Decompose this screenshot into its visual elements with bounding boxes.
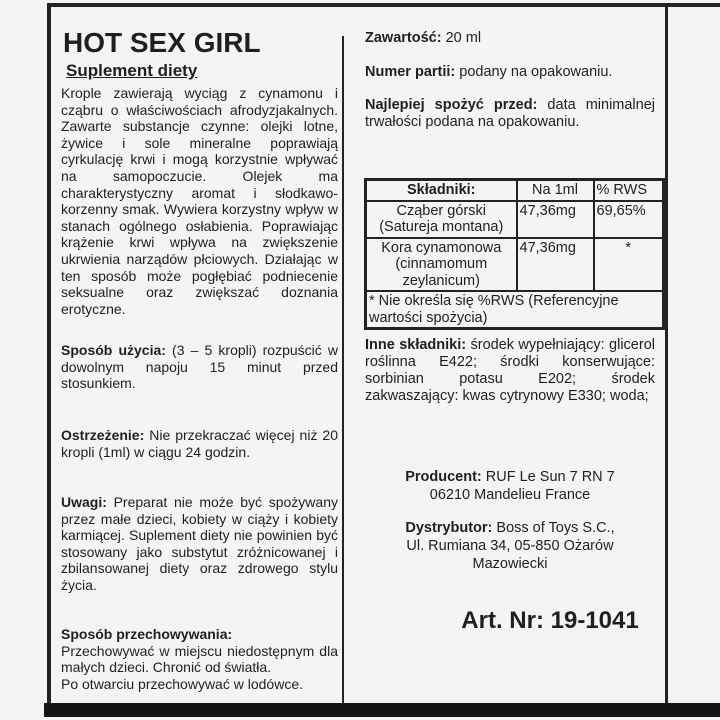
ingredient-row-czaber	[366, 201, 664, 238]
producer-line1	[365, 468, 655, 486]
product-title: HOT SEX GIRL	[63, 27, 261, 58]
article-number-label: Art. Nr:	[461, 607, 544, 634]
content-volume-section	[365, 30, 655, 47]
batch-number-value: podany na opakowaniu.	[455, 64, 613, 80]
label-top-border	[47, 3, 720, 7]
batch-number-label: Numer partii:	[365, 64, 456, 80]
other-ingredients-label: Inne składniki:	[365, 337, 467, 353]
warning-label: Ostrzeżenie:	[61, 427, 145, 443]
content-volume-value: 20 ml	[441, 30, 482, 46]
distributor-address-line1: Ul. Rumiana 34, 05-850 Ożarów	[406, 538, 614, 554]
notes-label: Uwagi:	[61, 494, 107, 510]
usage-text: (3 – 5 kropli) rozpuścić w dowolnym napoju 15 minut przed stosunkiem.	[61, 342, 339, 392]
column-header-ingredients: Składniki:	[366, 180, 517, 201]
column-header-rws: % RWS	[594, 180, 664, 201]
article-number-value: 19-1041	[543, 607, 639, 634]
ingredient-name: Cząber górski (Satureja montana)	[366, 201, 517, 238]
other-ingredients-section	[365, 337, 655, 405]
best-before-label: Najlepiej spożyć przed:	[365, 97, 538, 113]
usage-section	[61, 342, 338, 392]
ingredients-table	[364, 178, 665, 330]
ingredient-rws: *	[594, 238, 664, 292]
storage-section	[61, 626, 338, 692]
producer-name: RUF Le Sun 7 RN 7	[481, 469, 615, 485]
warning-text: Nie przekraczać więcej niż 20 kropli (1ml) w ciągu 24 godzin.	[61, 427, 338, 460]
label-left-border	[47, 3, 51, 706]
ingredients-table-header-row	[366, 180, 664, 201]
table-footnote: * Nie określa się %RWS (Referencyjne wartości spożycia)	[366, 291, 664, 329]
distributor-line1	[365, 519, 655, 537]
warning-section	[61, 427, 338, 460]
article-number	[365, 607, 655, 634]
ingredient-rws: 69,65%	[594, 201, 664, 238]
distributor-section	[365, 519, 655, 573]
label-right-border	[665, 3, 668, 704]
notes-section	[61, 494, 338, 594]
ingredient-name: Kora cynamonowa (cinnamomum zeylanicum)	[366, 238, 517, 292]
storage-text-line1: Przechowywać w miejscu niedostępnym dla małych dzieci. Chronić od światła.	[61, 642, 338, 676]
table-footnote-row	[366, 291, 664, 329]
ingredient-row-kora	[366, 238, 664, 292]
producer-address: 06210 Mandelieu France	[429, 487, 591, 503]
storage-label: Sposób przechowywania:	[61, 626, 233, 642]
usage-label: Sposób użycia:	[61, 342, 166, 358]
description-paragraph: Krople zawierają wyciąg z cynamonu i cząbru o właściwościach afrodyzjakalnych. Zawarte substancje czynne: olejki lotne, żywice i sole mineralne poprawiają cyrkulację krwi i mogą korzystnie wpływać na samopoczucie. Olejek ma charakterystyczny aromat i słodkawo-korzenny smak. Wywiera korzystny wpływ w stanach ogólnego osłabienia. Poprawiając krążenie krwi wpływa na zwiększenie ukrwienia narządów płciowych. Działając w ten sposób może pogłębiać podniecenie seksualne oraz zwiększać doznania erotyczne.	[61, 85, 338, 317]
ingredient-amount: 47,36mg	[517, 238, 594, 292]
distributor-address-line2: Mazowiecki	[472, 556, 548, 572]
batch-number-section	[365, 64, 655, 81]
best-before-section	[365, 97, 655, 131]
product-subtitle: Suplement diety	[66, 61, 198, 80]
other-ingredients-text: środek wypełniający: glicerol roślinna E422; środki konserwujące: sorbinian potasu E202; środek zakwaszający: kwas cytrynowy E330; woda;	[365, 337, 655, 404]
producer-section	[365, 468, 655, 504]
producer-label: Producent:	[405, 469, 482, 485]
distributor-name: Boss of Toys S.C.,	[492, 520, 615, 536]
column-header-per-1ml: Na 1ml	[517, 180, 594, 201]
column-divider-line	[342, 36, 344, 704]
content-volume-label: Zawartość:	[365, 30, 442, 46]
notes-text: Preparat nie może być spożywany przez małe dzieci, kobiety w ciąży i kobiety karmiącej. Suplement diety nie powinien być stosowany jako substytut zróżnicowanej i zbilansowanej diety oraz zdrowego stylu życia.	[61, 494, 338, 593]
ingredient-amount: 47,36mg	[517, 201, 594, 238]
best-before-text: data minimalnej trwałości podana na opakowaniu.	[365, 97, 655, 130]
label-bottom-bar	[44, 703, 720, 717]
storage-text-line2: Po otwarciu przechowywać w lodówce.	[61, 675, 303, 692]
distributor-label: Dystrybutor:	[405, 520, 493, 536]
